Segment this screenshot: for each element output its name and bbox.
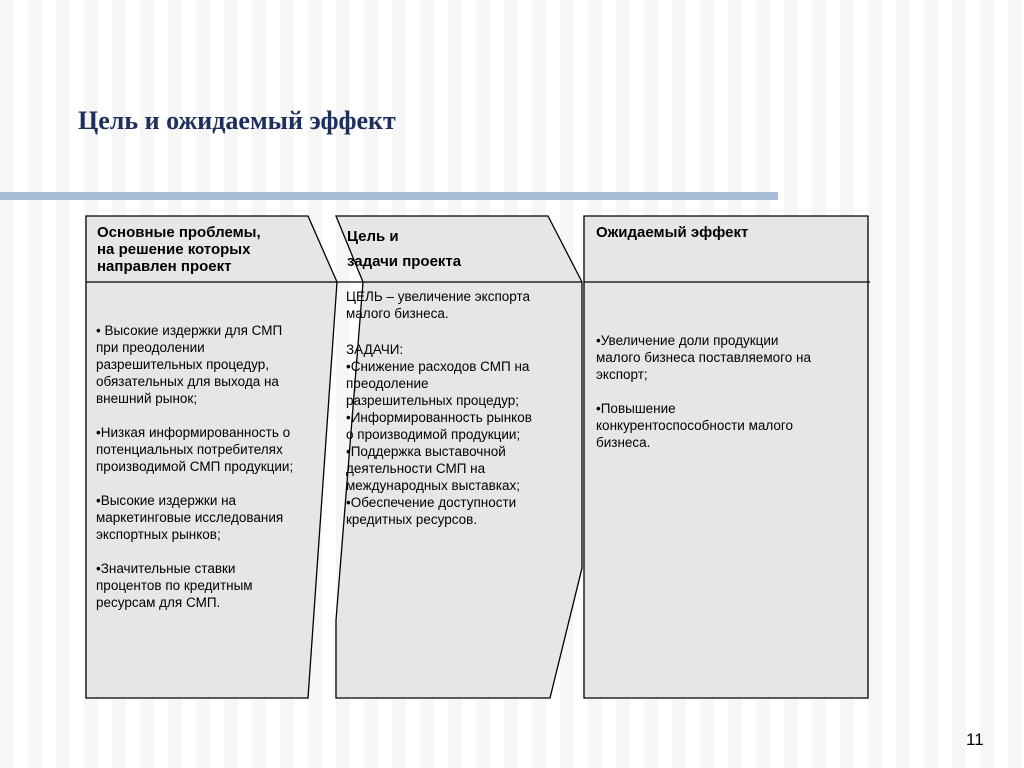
page-number: 11 bbox=[966, 730, 984, 749]
effect-column-shape bbox=[584, 216, 868, 698]
effect-body: •Увеличение доли продукции малого бизнеса поставляемого на экспорт; •Повышение конкурентоспособности малого бизнеса. bbox=[596, 333, 811, 450]
tasks-label: ЗАДАЧИ: bbox=[346, 342, 404, 357]
goals-header: Цель и задачи проекта bbox=[347, 228, 462, 270]
tasks-list: •Снижение расходов СМП на преодоление разрешительных процедур; •Информированность рынков о производимой продукции; •Поддержка выставочной деятельности СМП на международных выставках; •Обеспечение доступности кредитных ресурсов. bbox=[346, 359, 532, 527]
problems-header: Основные проблемы, на решение которых направлен проект bbox=[97, 224, 261, 275]
goal-text: ЦЕЛЬ – увеличение экспорта малого бизнеса. bbox=[346, 289, 531, 321]
effect-header: Ожидаемый эффект bbox=[596, 224, 749, 241]
slide-title: Цель и ожидаемый эффект bbox=[78, 106, 396, 135]
problems-body: • Высокие издержки для СМП при преодолении разрешительных процедур, обязательных для выхода на внешний рынок; •Низкая информированность о потенциальных потребителях производимой СМП продукции; •Высокие издержки на маркетинговые исследования экспортных рынков; •Значительные ставки процентов по кредитным ресурсам для СМП. bbox=[96, 323, 294, 610]
